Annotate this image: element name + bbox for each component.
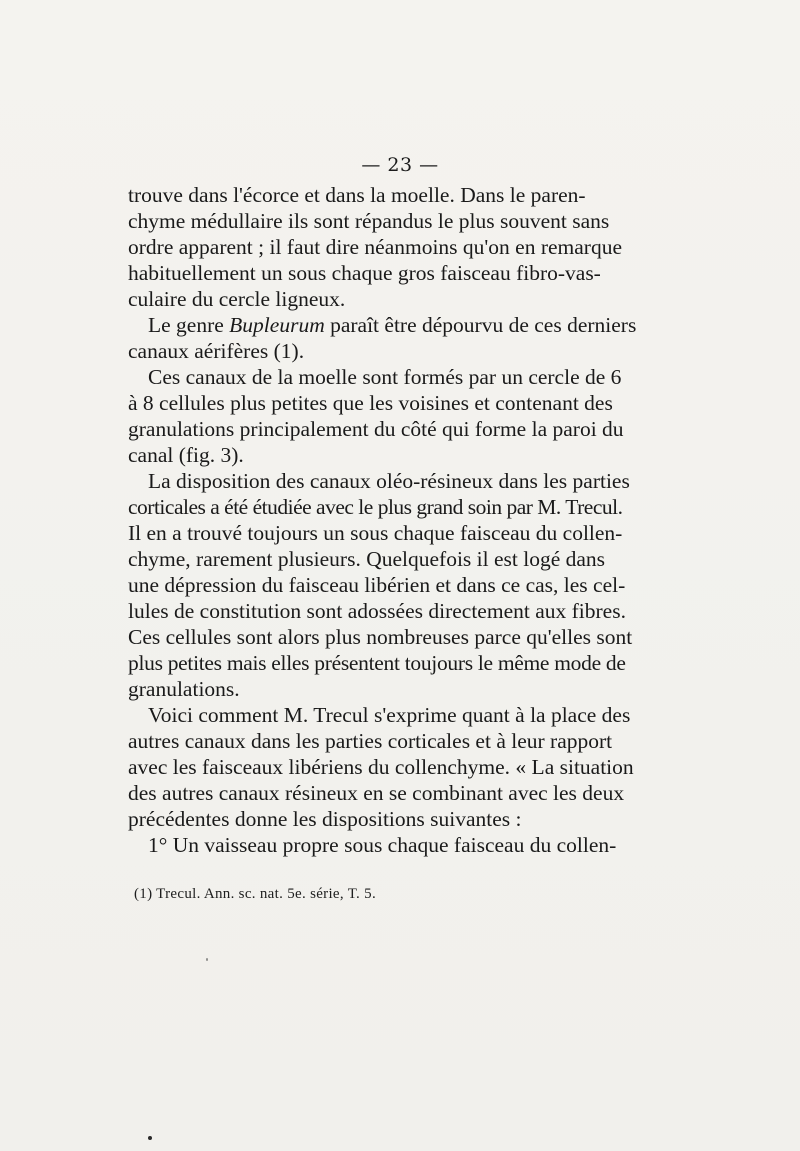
text-line: Ces canaux de la moelle sont formés par un cercle de 6 xyxy=(148,365,622,389)
genus-name: Bupleurum xyxy=(229,313,325,337)
text-line: plus petites mais elles présentent toujours le même mode de xyxy=(128,651,626,675)
text-line: habituellement un sous chaque gros faisceau fibro-vas- xyxy=(128,261,601,285)
text-line: canal (fig. 3). xyxy=(128,443,244,467)
text-line: chyme médullaire ils sont répandus le plus souvent sans xyxy=(128,209,610,233)
text-line: Il en a trouvé toujours un sous chaque faisceau du collen- xyxy=(128,521,623,545)
text-line: chyme, rarement plusieurs. Quelquefois il est logé dans xyxy=(128,547,606,571)
text-line: trouve dans l'écorce et dans la moelle. Dans le paren- xyxy=(128,183,586,207)
footnote: (1) Trecul. Ann. sc. nat. 5e. série, T. 5. xyxy=(134,886,377,902)
text-line: autres canaux dans les parties corticales et à leur rapport xyxy=(128,729,613,753)
text-line: canaux aérifères (1). xyxy=(128,339,305,363)
text-line: culaire du cercle ligneux. xyxy=(128,287,346,311)
ink-speck xyxy=(148,1136,152,1140)
body-text xyxy=(128,182,637,858)
text-line: Ces cellules sont alors plus nombreuses parce qu'elles sont xyxy=(128,625,633,649)
text-line: granulations. xyxy=(128,677,240,701)
text-fragment: paraît être dépourvu de ces derniers xyxy=(330,313,637,337)
text-line: corticales a été étudiée avec le plus grand soin par M. Trecul. xyxy=(128,495,623,519)
text-line: précédentes donne les dispositions suivantes : xyxy=(128,807,522,831)
text-line: granulations principalement du côté qui forme la paroi du xyxy=(128,417,624,441)
text-line: à 8 cellules plus petites que les voisines et contenant des xyxy=(128,391,613,415)
text-line: avec les faisceaux libériens du collenchyme. « La situation xyxy=(128,755,634,779)
text-line: ordre apparent ; il faut dire néanmoins qu'on en remarque xyxy=(128,235,623,259)
text-line: une dépression du faisceau libérien et dans ce cas, les cel- xyxy=(128,573,626,597)
text-line: Voici comment M. Trecul s'exprime quant à la place des xyxy=(148,703,631,727)
text-line: 1° Un vaisseau propre sous chaque faisceau du collen- xyxy=(148,833,617,857)
text-line: La disposition des canaux oléo-résineux dans les parties xyxy=(148,469,630,493)
text-line xyxy=(128,312,637,338)
page-number: — 23 — xyxy=(361,154,439,176)
text-fragment: Le genre xyxy=(148,313,224,337)
ink-speck xyxy=(206,958,208,961)
text-line: lules de constitution sont adossées directement aux fibres. xyxy=(128,599,626,623)
text-line: des autres canaux résineux en se combinant avec les deux xyxy=(128,781,625,805)
